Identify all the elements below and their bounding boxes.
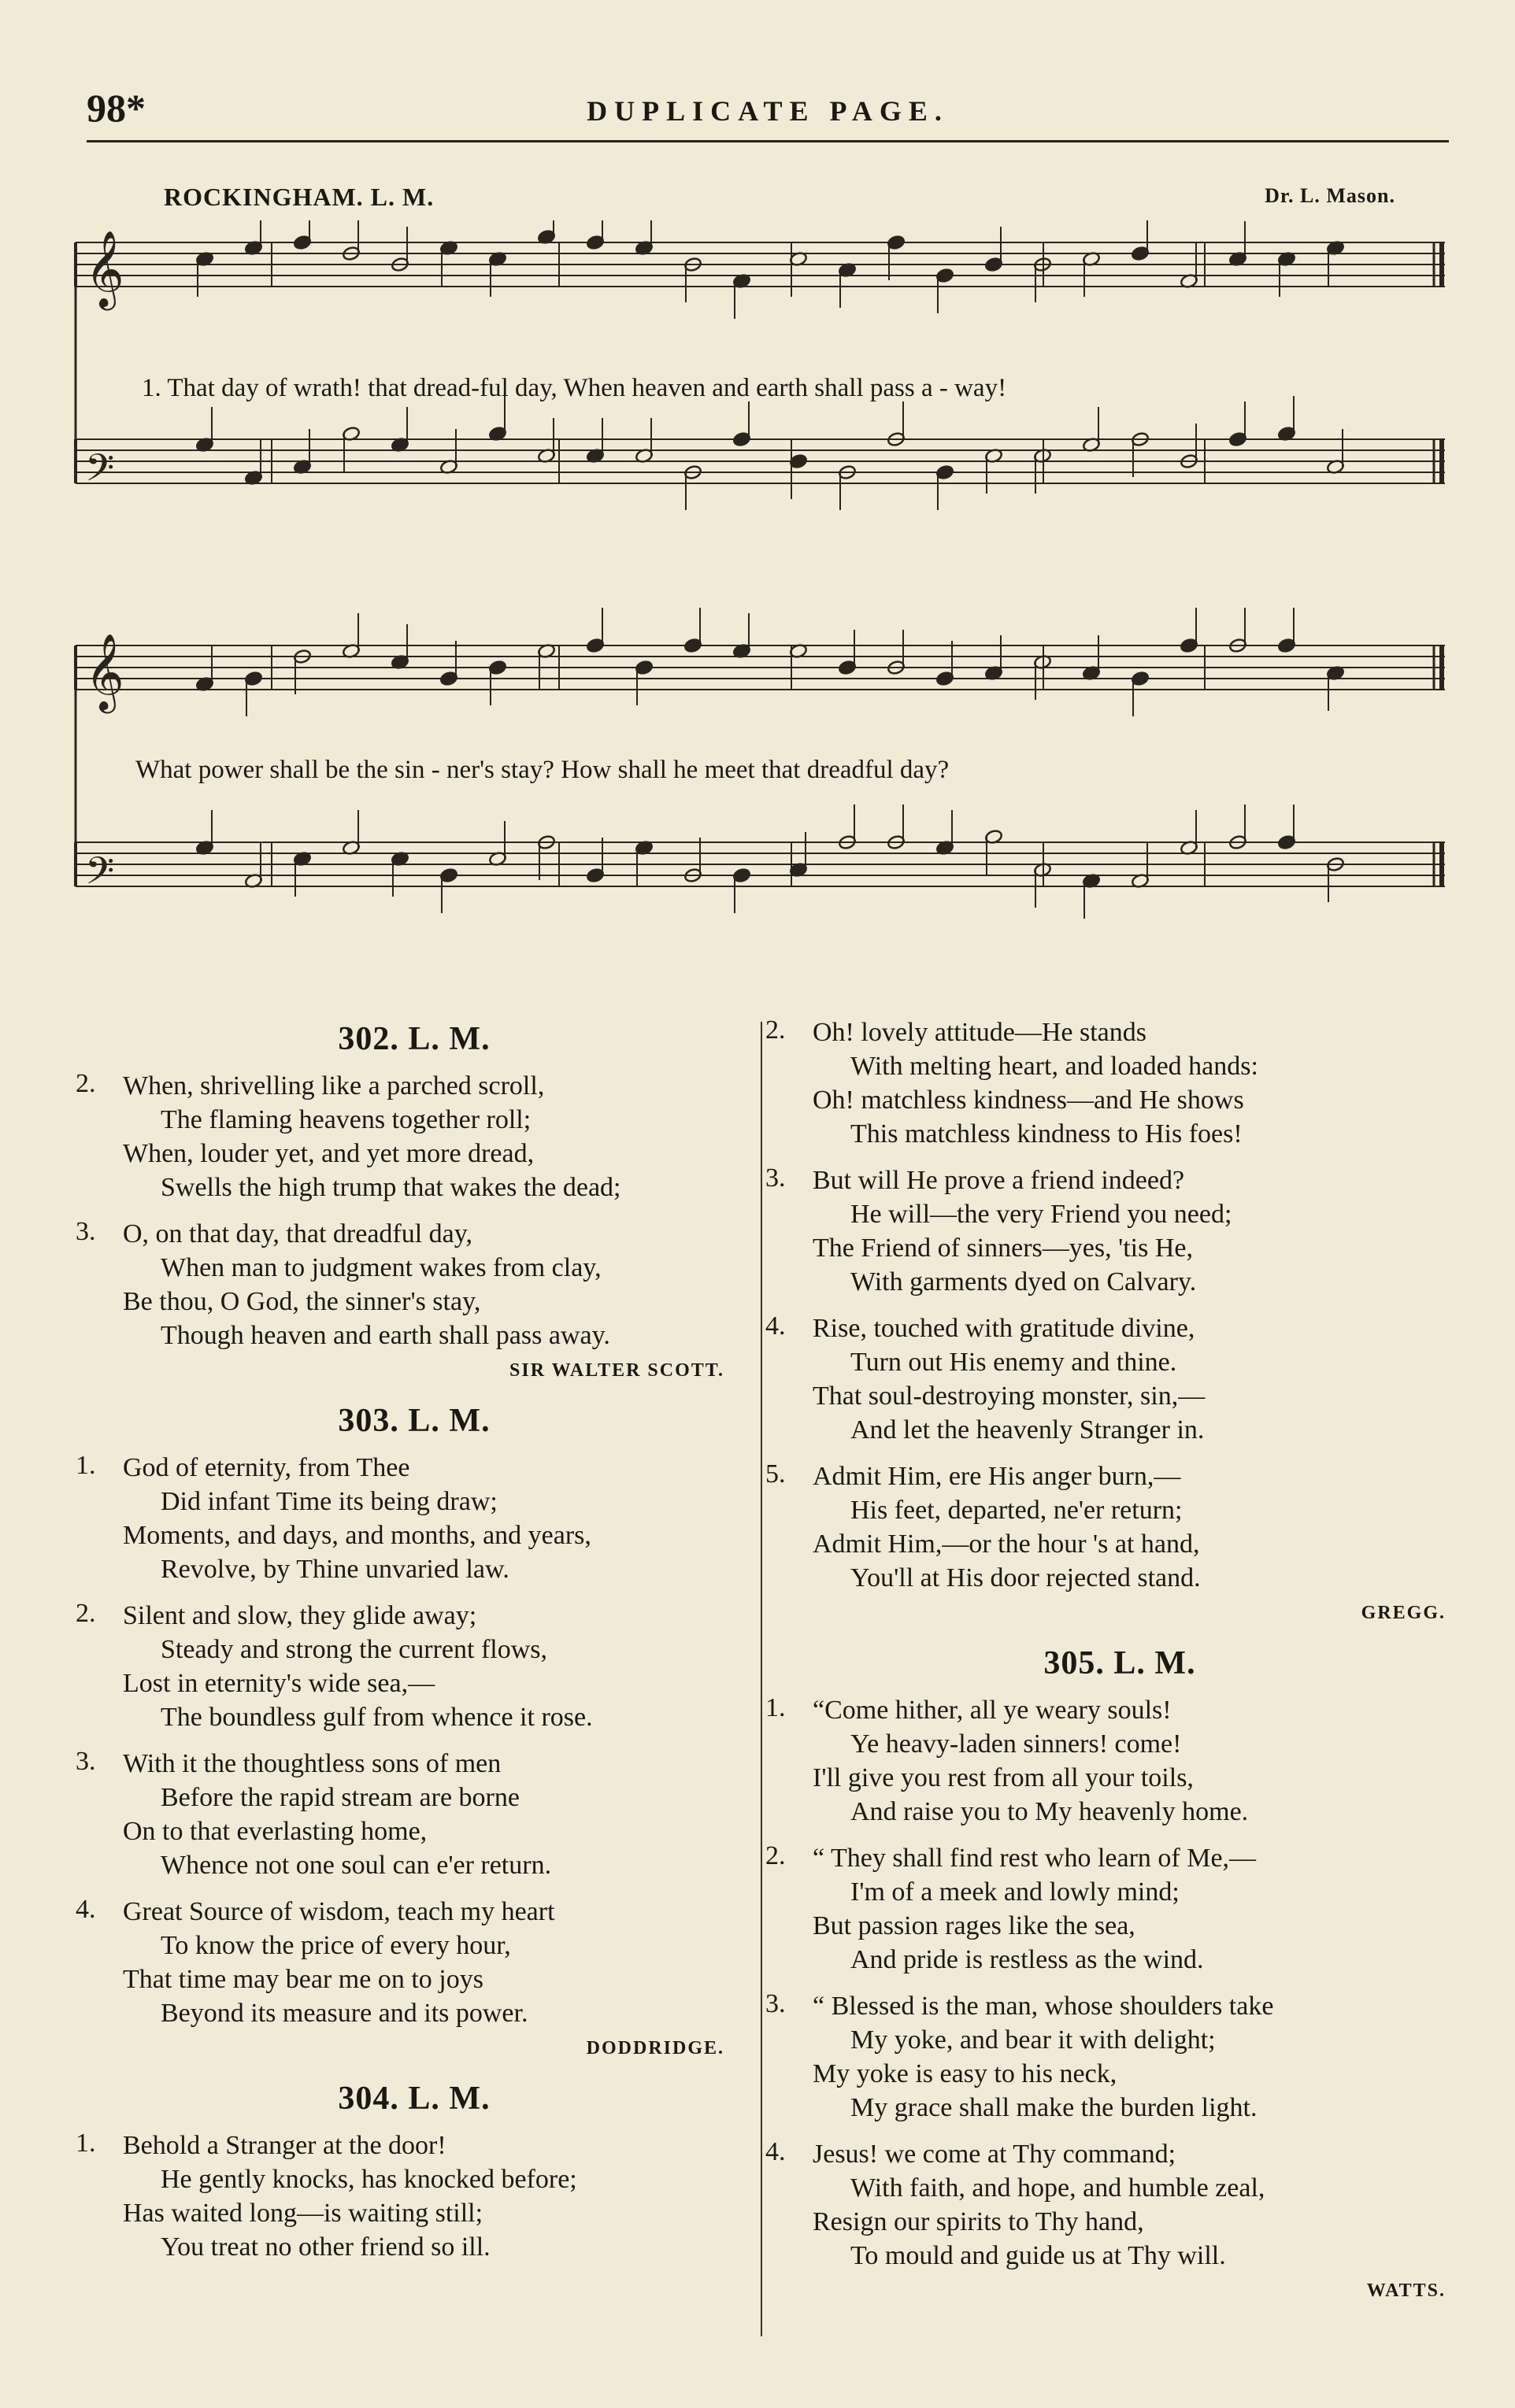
column-divider <box>761 1022 762 2336</box>
hymn-author: DODDRIDGE. <box>586 2038 724 2058</box>
stanza <box>765 1841 1474 1977</box>
verse-line: You treat no other friend so ill. <box>161 2232 491 2262</box>
verse-line: Jesus! we come at Thy command; <box>813 2140 1176 2169</box>
verse-line: Lost in eternity's wide sea,— <box>123 1669 435 1698</box>
verse-line: Did infant Time its being draw; <box>161 1487 498 1516</box>
left-column <box>76 1015 753 2277</box>
verse-line: Whence not one soul can e'er return. <box>161 1851 552 1880</box>
stanza <box>765 1459 1474 1595</box>
verse-line: O, on that day, that dreadful day, <box>123 1219 473 1248</box>
stanza-number: 1. <box>76 2129 96 2158</box>
verse-line: God of eternity, from Thee <box>123 1453 410 1482</box>
stanza <box>765 1311 1474 1447</box>
page-number: 98* <box>87 86 146 130</box>
stanza <box>76 1069 753 1204</box>
right-column <box>765 1015 1474 2322</box>
stanza <box>76 1217 753 1352</box>
stanza-number: 4. <box>76 1895 96 1924</box>
verse-line: He will—the very Friend you need; <box>850 1200 1232 1229</box>
hymn-author: WATTS. <box>1366 2280 1446 2301</box>
stanza-list <box>76 2129 753 2264</box>
hymn-author: SIR WALTER SCOTT. <box>509 1360 724 1381</box>
composer: Dr. L. Mason. <box>1265 184 1395 207</box>
bass-clef-icon: 𝄢 <box>85 446 115 499</box>
stanza <box>76 1599 753 1734</box>
verse-line: To know the price of every hour, <box>161 1931 511 1960</box>
stanza-list <box>765 1693 1474 2273</box>
stanza-number: 3. <box>76 1217 96 1246</box>
hymn-heading: 305. L. M. <box>1043 1645 1196 1681</box>
lyric-line-1: 1. That day of wrath! that dread-ful day, When heaven and earth shall pass a - way! <box>142 374 1007 402</box>
stanza-number: 3. <box>765 1163 786 1193</box>
verse-line: But will He prove a friend indeed? <box>813 1166 1185 1195</box>
verse-line: Admit Him, ere His anger burn,— <box>813 1462 1181 1491</box>
running-head: DUPLICATE PAGE. <box>587 95 949 127</box>
stanza-number: 4. <box>765 2137 786 2166</box>
verse-line: Revolve, by Thine unvaried law. <box>161 1555 509 1584</box>
stanza <box>76 1451 753 1586</box>
verse-line: Steady and strong the current flows, <box>161 1635 547 1664</box>
page-header <box>87 85 1449 142</box>
stanza-number: 3. <box>76 1747 96 1776</box>
stanza-number: 2. <box>765 1841 786 1870</box>
stanza-list <box>765 1015 1474 1595</box>
stanza <box>765 2137 1474 2273</box>
verse-line: To mould and guide us at Thy will. <box>850 2241 1226 2270</box>
hymn-heading: 302. L. M. <box>338 1021 491 1057</box>
verse-line: Resign our spirits to Thy hand, <box>813 2207 1144 2236</box>
stanza-number: 2. <box>76 1069 96 1098</box>
treble-clef-icon: 𝄞 <box>85 230 124 307</box>
hymn-author: GREGG. <box>1361 1603 1446 1623</box>
hymn-304 <box>76 2080 753 2264</box>
verse-line: That soul-destroying monster, sin,— <box>813 1382 1206 1411</box>
stanza <box>765 1015 1474 1151</box>
verse-line: On to that everlasting home, <box>123 1817 428 1846</box>
verse-line: “Come hither, all ye weary souls! <box>813 1696 1172 1725</box>
verse-line: Ye heavy-laden sinners! come! <box>850 1729 1182 1759</box>
verse-line: But passion rages like the sea, <box>813 1911 1135 1940</box>
verse-line: The Friend of sinners—yes, 'tis He, <box>813 1234 1193 1263</box>
verse-line: Behold a Stranger at the door! <box>123 2131 446 2160</box>
stanza <box>765 1693 1474 1829</box>
tune-title: ROCKINGHAM. L. M. <box>164 183 435 211</box>
hymn-heading: 304. L. M. <box>338 2081 491 2117</box>
verse-line: Turn out His enemy and thine. <box>850 1348 1177 1377</box>
hymn-heading: 303. L. M. <box>338 1403 491 1439</box>
verse-line: When, louder yet, and yet more dread, <box>123 1139 535 1168</box>
verse-line: Rise, touched with gratitude divine, <box>813 1314 1195 1343</box>
stanza <box>76 2129 753 2264</box>
verse-line: And raise you to My heavenly home. <box>850 1797 1249 1826</box>
verse-line: With faith, and hope, and humble zeal, <box>850 2173 1265 2203</box>
stanza-number: 2. <box>76 1599 96 1628</box>
verse-line: Oh! matchless kindness—and He shows <box>813 1086 1244 1115</box>
stanza <box>765 1989 1474 2125</box>
stanza <box>76 1747 753 1882</box>
treble-clef-icon: 𝄞 <box>85 633 124 710</box>
verse-line: Silent and slow, they glide away; <box>123 1601 477 1630</box>
hymn-302 <box>76 1020 753 1382</box>
verse-line: Swells the high trump that wakes the dead; <box>161 1173 621 1202</box>
verse-line: The flaming heavens together roll; <box>161 1105 532 1134</box>
hymn-304-continued <box>765 1015 1474 1624</box>
verse-line: And pride is restless as the wind. <box>850 1945 1204 1974</box>
stanza-number: 5. <box>765 1459 786 1489</box>
stanza <box>76 1895 753 2030</box>
verse-line: I'm of a meek and lowly mind; <box>850 1877 1180 1907</box>
verse-line: Be thou, O God, the sinner's stay, <box>123 1287 481 1316</box>
verse-line: With melting heart, and loaded hands: <box>850 1052 1258 1081</box>
stanza-list <box>76 1069 753 1352</box>
verse-line: When, shrivelling like a parched scroll, <box>123 1071 545 1100</box>
hymn-305 <box>765 1644 1474 2302</box>
verse-line: Admit Him,—or the hour 's at hand, <box>813 1530 1200 1559</box>
verse-line: Oh! lovely attitude—He stands <box>813 1018 1146 1047</box>
stanza-number: 3. <box>765 1989 786 2018</box>
verse-line: I'll give you rest from all your toils, <box>813 1763 1194 1792</box>
verse-line: That time may bear me on to joys <box>123 1965 483 1994</box>
verse-line: With it the thoughtless sons of men <box>123 1749 502 1778</box>
verse-line: You'll at His door rejected stand. <box>850 1563 1201 1592</box>
verse-line: “ Blessed is the man, whose shoulders take <box>813 1992 1274 2021</box>
verse-line: When man to judgment wakes from clay, <box>161 1253 602 1282</box>
verse-line: This matchless kindness to His foes! <box>850 1119 1243 1149</box>
verse-line: He gently knocks, has knocked before; <box>161 2165 577 2194</box>
stanza-list <box>76 1451 753 2030</box>
stanza <box>765 1163 1474 1299</box>
verse-line: My grace shall make the burden light. <box>850 2093 1258 2122</box>
verse-line: Before the rapid stream are borne <box>161 1783 520 1812</box>
lyric-line-2: What power shall be the sin - ner's stay? How shall he meet that dreadful day? <box>135 756 950 784</box>
verse-line: And let the heavenly Stranger in. <box>850 1415 1205 1444</box>
stanza-number: 1. <box>76 1451 96 1480</box>
verse-line: Beyond its measure and its power. <box>161 1999 528 2028</box>
verse-line: Has waited long—is waiting still; <box>123 2199 483 2228</box>
music-system-2 <box>71 606 1457 968</box>
verse-line: “ They shall find rest who learn of Me,— <box>813 1844 1257 1873</box>
stanza-number: 1. <box>765 1693 786 1722</box>
hymn-303 <box>76 1402 753 2059</box>
stanza-number: 4. <box>765 1311 786 1341</box>
verse-line: His feet, departed, ne'er return; <box>850 1496 1183 1525</box>
stanza-number: 2. <box>765 1015 786 1045</box>
verse-line: With garments dyed on Calvary. <box>850 1267 1197 1296</box>
verse-line: My yoke is easy to his neck, <box>813 2059 1117 2088</box>
bass-clef-icon: 𝄢 <box>85 849 115 902</box>
verse-line: Moments, and days, and months, and years, <box>123 1521 591 1550</box>
verse-line: Though heaven and earth shall pass away. <box>161 1321 610 1350</box>
verse-line: The boundless gulf from whence it rose. <box>161 1703 593 1732</box>
verse-line: My yoke, and bear it with delight; <box>850 2025 1216 2055</box>
verse-line: Great Source of wisdom, teach my heart <box>123 1897 555 1926</box>
